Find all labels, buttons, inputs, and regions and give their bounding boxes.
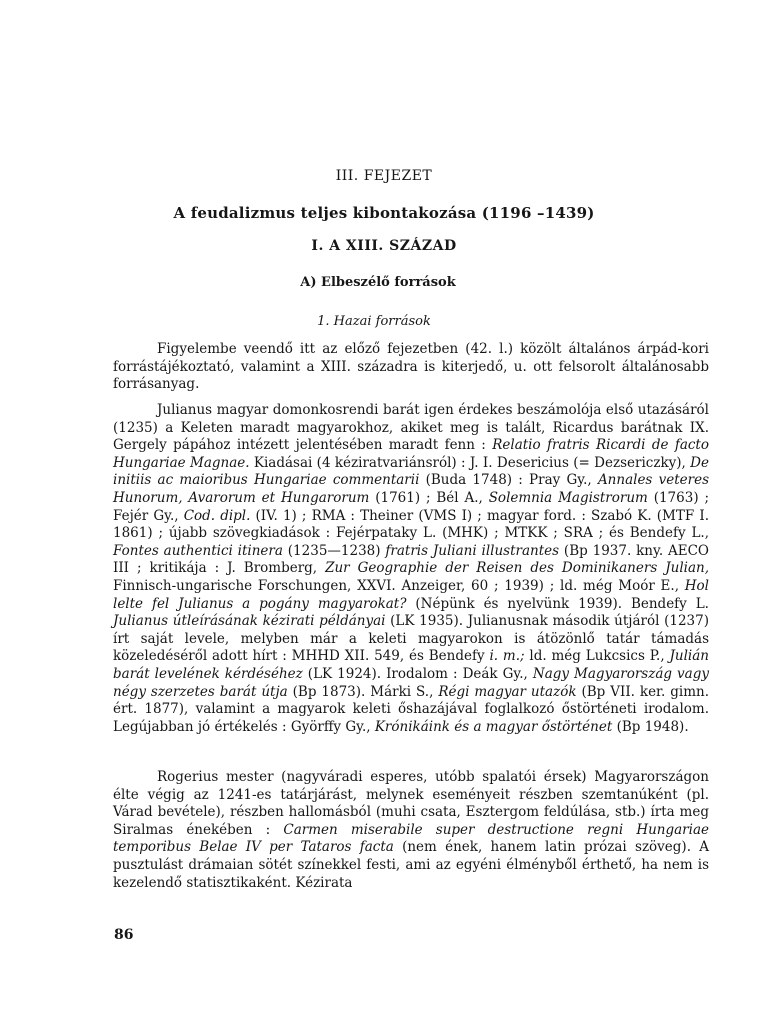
text-run: (Bp 1873). Márki S., — [287, 683, 439, 700]
italic-title-run: Cod. dipl. — [183, 507, 251, 524]
text-run: (Bp 1948). — [612, 718, 689, 735]
body-paragraph — [113, 341, 709, 394]
italic-title-run: Krónikáink és a magyar őstörténet — [374, 718, 613, 735]
italic-title-run: fratris Juliani illustrantes — [385, 542, 560, 559]
text-run: Figyelembe veendő itt az előző fejezetben (42. l.) közölt általános árpád-kori forrástájékoztató, valamint a XIII. századra is kiterjedő, u. ott felsorolt általánosabb forrásanyag. — [113, 341, 709, 393]
body-paragraph — [113, 769, 709, 892]
italic-title-run: Carmen miserabile super destructione regni Hungariae temporibus Belae IV per Tataros facta — [113, 821, 709, 856]
text-run: Kiadásai (4 kéziratvariánsról) : J. I. Desericius (= Dezsericzky), — [249, 454, 691, 471]
text-run: (Buda 1748) : Pray Gy., — [419, 472, 598, 489]
italic-title-run: Zur Geographie der Reisen des Dominikaners Julian, — [325, 560, 709, 577]
paragraph-text — [113, 769, 709, 892]
italic-title-run: Annales veteres Hunorum, Avarorum et Hungarorum — [113, 472, 709, 506]
text-run: Finnisch-ungarische Forschungen, XXVI. Anzeiger, 60 ; 1939) ; ld. még Moór E., — [113, 577, 685, 594]
italic-title-run: Régi magyar utazók — [438, 683, 577, 700]
text-run: ld. még Lukcsics P., — [524, 648, 670, 665]
italic-title-run: Solemnia Magistrorum — [488, 489, 648, 506]
italic-title-run: Fontes authentici itinera — [113, 542, 283, 559]
chapter-heading: III. FEJEZET — [335, 168, 433, 184]
text-run: (1761) ; Bél A., — [369, 489, 489, 506]
italic-title-run: Relatio fratris Ricardi de facto Hungariae Magnae. — [113, 437, 709, 471]
text-run: (nem ének, hanem latin prózai szöveg). A pusztulást drámaian sötét színekkel festi, ami az egyéni élményből érthető, ha nem is kezelendő statisztikaként. Kézirata — [113, 839, 710, 891]
text-run: Rogerius mester (nagyváradi esperes, utóbb spalatói érsek) Magyarországon élte végig az 1241-es tatárjárást, melynek eseményeit részben szemtanúként (pl. Várad bevétele), részben hallomásból (muhi csata, Esztergom feldúlása, stb.) írta meg Siralmas énekében : — [113, 769, 709, 838]
italic-title-run: Nagy Magyarország vagy négy szerzetes barát útja — [113, 665, 709, 700]
text-run: (1763) ; Fejér Gy., — [113, 489, 709, 524]
section-heading: A) Elbeszélő források — [300, 275, 456, 290]
italic-title-run: Julián barát levelének kérdéséhez — [113, 648, 709, 682]
text-run: (IV. 1) ; RMA : Theiner (VMS I) ; magyar ford. : Szabó K. (MTF I. 1861) ; újabb szövegkiadások : Fejérpataky L. (MHK) ; MTKK ; SRA ; és Bendefy L., — [113, 507, 709, 542]
text-run: (1235—1238) — [282, 542, 386, 559]
century-heading: I. A XIII. SZÁZAD — [311, 238, 457, 254]
body-paragraph — [113, 402, 709, 736]
italic-title-run: De initiis ac maioribus Hungariae commentarii — [113, 454, 709, 489]
page-number: 86 — [114, 927, 134, 943]
paragraph-text — [113, 341, 709, 394]
text-run: (Bp 1937. kny. AECO III ; kritikája : J. Bromberg, — [113, 542, 709, 577]
chapter-title: A feudalizmus teljes kibontakozása (1196 –1439) — [173, 204, 595, 222]
text-run: Julianus magyar domonkosrendi barát igen érdekes beszámolója első utazásáról (1235) a Keleten maradt magyarokhoz, akiket meg is talált, Ricardus barátnak IX. Gergely pápához intézett jelentésében maradt fenn : — [113, 402, 709, 454]
italic-title-run: Hol lelte fel Julianus a pogány magyarokat? — [113, 577, 709, 612]
subsection-heading: 1. Hazai források — [317, 314, 431, 329]
text-run: (Népünk és nyelvünk 1939). Bendefy L. — [406, 595, 709, 612]
italic-title-run: Julianus útleírásának kézirati példányai — [113, 613, 386, 630]
text-run: (LK 1935). Julianusnak második útjáról (1237) írt saját levele, melyben már a keleti magyarokon is átözönlő tatár támadás közeledéséről adott hírt : MHHD XII. 549, és Bendefy — [113, 613, 709, 665]
paragraph-text — [113, 402, 709, 736]
text-run: (LK 1924). Irodalom : Deák Gy., — [302, 665, 533, 682]
text-run: (Bp VII. ker. gimn. ért. 1877), valamint a magyarok keleti őshazájával foglalkozó őstörténeti irodalom. Legújabban jó értékelés : Györffy Gy., — [113, 683, 710, 735]
italic-title-run: i. m.; — [489, 648, 525, 665]
